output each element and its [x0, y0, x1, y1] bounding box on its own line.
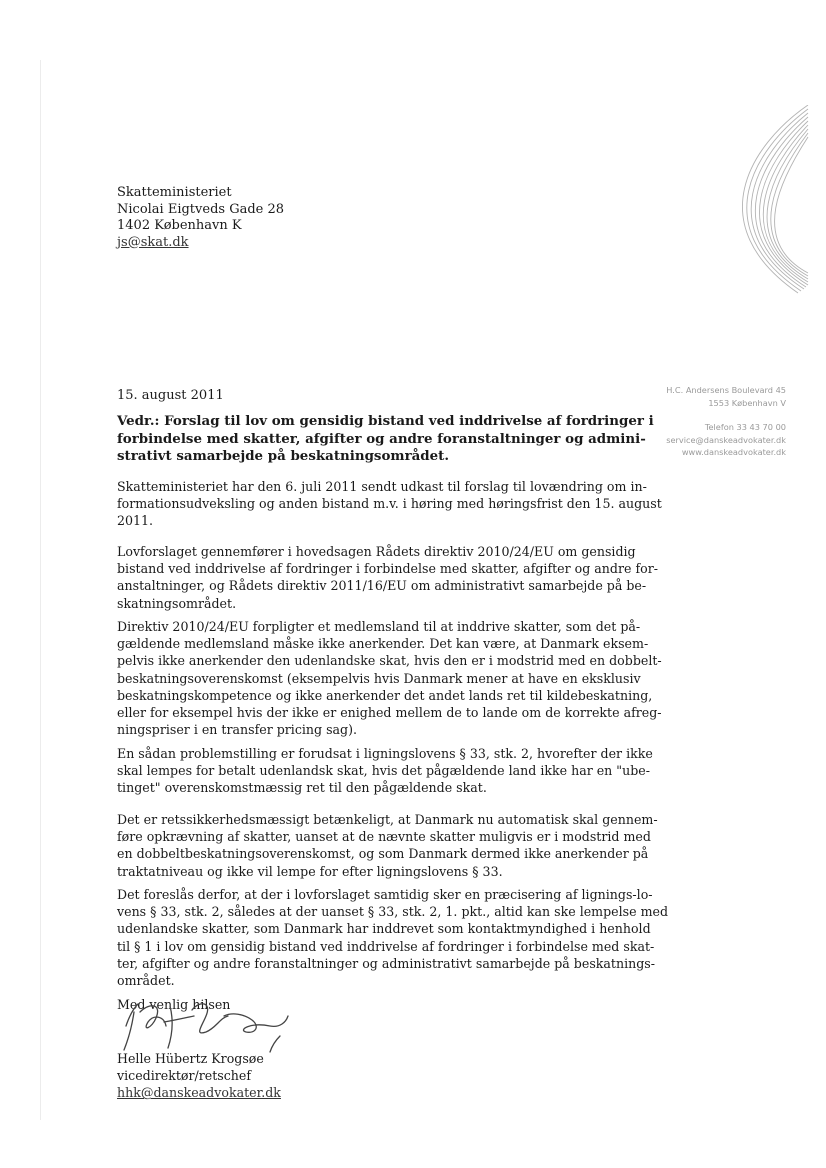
paragraph-3: [117, 618, 662, 738]
subject-line: Vedr.: Forslag til lov om gensidig bistand ved inddrivelse af fordringer i: [117, 413, 654, 429]
paragraph-line: Det er retssikkerhedsmæssigt betænkeligt, at Danmark nu automatisk skal gennem-: [117, 812, 658, 827]
paragraph-line: eller for eksempel hvis der ikke er enighed mellem de to lande om de korrekte afreg-: [117, 705, 662, 721]
paragraph-line: formationsudveksling og anden bistand m.v. i høring med høringsfrist den 15. august: [117, 496, 662, 512]
paragraph-line: beskatningskompetence og ikke anerkender det andet lands ret til kildebeskatning,: [117, 687, 653, 703]
paragraph-line: Lovforslaget gennemfører i hovedsagen Rådets direktiv 2010/24/EU om gensidig: [117, 544, 636, 559]
signer-title: vicedirektør/retschef: [117, 1068, 252, 1084]
scan-edge-line: [40, 60, 41, 1120]
recipient-email-link[interactable]: js@skat.dk: [117, 234, 189, 250]
paragraph-line: føre opkrævning af skatter, uanset at de nævnte skatter muligvis er i modstrid med: [117, 829, 651, 845]
sender-email[interactable]: service@danskeadvokater.dk: [666, 434, 786, 445]
paragraph-1: [117, 478, 662, 530]
sender-street: H.C. Andersens Boulevard 45: [666, 385, 786, 395]
closing-greeting: Med venlig hilsen: [117, 997, 231, 1012]
paragraph-line: anstaltninger, og Rådets direktiv 2011/16/EU om administrativt samarbejde på be-: [117, 578, 647, 594]
paragraph-line: gældende medlemsland måske ikke anerkender. Det kan være, at Danmark eksem-: [117, 636, 649, 652]
paragraph-line: ter, afgifter og andre foranstaltninger og administrativt samarbejde på beskatnings-: [117, 955, 656, 971]
paragraph-line: pelvis ikke anerkender den udenlandske skat, hvis den er i modstrid med en dobbelt-: [117, 653, 662, 669]
recipient-address: [117, 185, 284, 251]
paragraph-line: Det foreslås derfor, at der i lovforslaget samtidig sker en præcisering af lignings-lo-: [117, 887, 653, 902]
paragraph-line: en dobbeltbeskatningsoverenskomst, og som Danmark dermed ikke anerkender på: [117, 846, 649, 862]
recipient-name: Skatteministeriet: [117, 185, 232, 200]
recipient-city: 1402 København K: [117, 218, 242, 233]
paragraph-5: [117, 811, 658, 880]
paragraph-2: [117, 543, 658, 612]
paragraph-line: beskatningsoverenskomst (eksempelvis hvis Danmark mener at have en eksklusiv: [117, 670, 641, 686]
sender-web[interactable]: www.danskeadvokater.dk: [681, 447, 786, 457]
paragraph-line: skal lempes for betalt udenlandsk skat, hvis det pågældende land ikke har en "ube-: [117, 763, 650, 779]
paragraph-line: traktatniveau og ikke vil lempe for efter ligningslovens § 33.: [117, 863, 503, 879]
paragraph-line: ningspriser i en transfer pricing sag).: [117, 722, 358, 738]
paragraph-line: området.: [117, 973, 175, 989]
sender-city: 1553 København V: [708, 397, 786, 408]
paragraph-line: En sådan problemstilling er forudsat i ligningslovens § 33, stk. 2, hvorefter der ikke: [117, 746, 653, 761]
letter-date: 15. august 2011: [117, 388, 224, 403]
paragraph-line: tinget" overenskomstmæssig ret til den pågældende skat.: [117, 780, 487, 796]
paragraph-line: udenlandske skatter, som Danmark har inddrevet som kontaktmyndighed i henhold: [117, 921, 651, 937]
paragraph-line: skatningsområdet.: [117, 595, 237, 611]
signer-block: [117, 1050, 281, 1102]
paragraph-line: Direktiv 2010/24/EU forpligter et medlemsland til at inddrive skatter, som det på-: [117, 619, 641, 634]
paragraph-4: [117, 745, 653, 797]
paragraph-6: [117, 886, 669, 989]
paragraph-line: Skatteministeriet har den 6. juli 2011 sendt udkast til forslag til lovændring om in-: [117, 479, 647, 494]
recipient-street: Nicolai Eigtveds Gade 28: [117, 201, 285, 217]
paragraph-line: vens § 33, stk. 2, således at der uanset § 33, stk. 2, 1. pkt., altid kan ske lempelse med: [117, 904, 669, 920]
subject-heading: [117, 413, 654, 466]
signer-name: Helle Hübertz Krogsøe: [117, 1051, 264, 1066]
paragraph-line: til § 1 i lov om gensidig bistand ved inddrivelse af fordringer i forbindelse med skat-: [117, 938, 655, 954]
subject-line: forbindelse med skatter, afgifter og andre foranstaltninger og admini-: [117, 430, 646, 447]
sender-phone: Telefon 33 43 70 00: [704, 422, 786, 432]
signer-email-link[interactable]: hhk@danskeadvokater.dk: [117, 1085, 281, 1101]
paragraph-line: 2011.: [117, 513, 154, 529]
paragraph-line: bistand ved inddrivelse af fordringer i forbindelse med skatter, afgifter og andre for-: [117, 561, 658, 577]
subject-line: strativt samarbejde på beskatningsområdet.: [117, 448, 450, 464]
company-logo-icon: [680, 105, 810, 295]
